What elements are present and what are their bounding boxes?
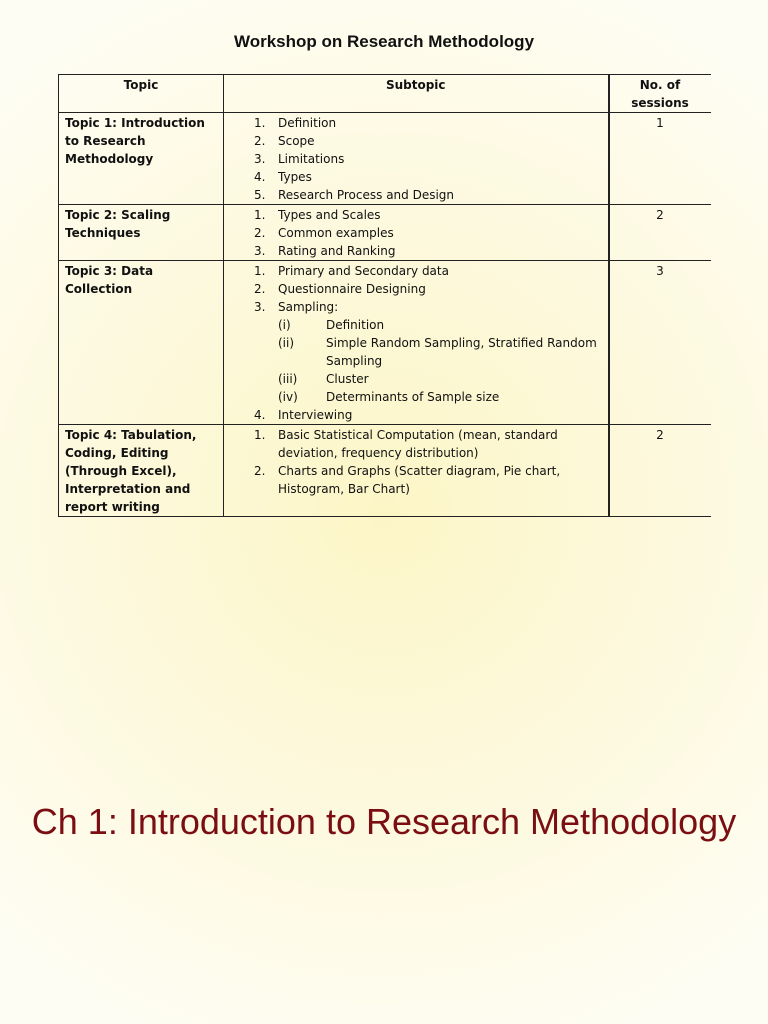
list-item xyxy=(278,334,602,370)
table-row xyxy=(59,425,711,517)
topic-cell: Topic 3: Data Collection xyxy=(59,261,224,425)
item-number: (i) xyxy=(278,318,291,332)
list-item xyxy=(230,224,602,242)
table-header-row xyxy=(59,75,711,113)
item-text: Types and Scales xyxy=(278,208,381,222)
sessions-cell: 2 xyxy=(609,205,711,261)
item-number: 1. xyxy=(254,428,266,442)
list-item xyxy=(230,280,602,298)
item-number: 1. xyxy=(254,208,266,222)
subtopic-cell xyxy=(224,261,609,425)
list-item xyxy=(230,426,602,462)
item-number: (iii) xyxy=(278,372,298,386)
topic-cell: Topic 1: Introduction to Research Methodology xyxy=(59,113,224,205)
list-item xyxy=(230,406,602,424)
sampling-label: Sampling: xyxy=(278,300,339,314)
item-text: Scope xyxy=(278,134,315,148)
sessions-cell: 2 xyxy=(609,425,711,517)
item-number: 1. xyxy=(254,116,266,130)
subtopic-cell xyxy=(224,205,609,261)
header-topic: Topic xyxy=(59,75,224,113)
subtopic-cell xyxy=(224,425,609,517)
item-text: Simple Random Sampling, Stratified Random Sampling xyxy=(326,336,597,368)
item-text: Limitations xyxy=(278,152,345,166)
item-text: Questionnaire Designing xyxy=(278,282,426,296)
subtopic-list xyxy=(230,426,602,498)
table-row xyxy=(59,261,711,425)
subtopic-list xyxy=(230,206,602,260)
item-number: 2. xyxy=(254,134,266,148)
list-item xyxy=(230,462,602,498)
sampling-sublist xyxy=(278,316,602,406)
list-item xyxy=(230,168,602,186)
item-number: 1. xyxy=(254,264,266,278)
item-text: Determinants of Sample size xyxy=(326,390,500,404)
chapter-heading: Ch 1: Introduction to Research Methodology xyxy=(31,801,737,842)
sessions-cell: 1 xyxy=(609,113,711,205)
header-subtopic: Subtopic xyxy=(224,75,609,113)
page-title: Workshop on Research Methodology xyxy=(233,32,535,51)
item-text: Research Process and Design xyxy=(278,188,455,202)
item-text xyxy=(278,298,602,406)
item-text: Interviewing xyxy=(278,408,353,422)
header-sessions: No. of sessions xyxy=(609,75,711,113)
item-text: Basic Statistical Computation (mean, standard deviation, frequency distribution) xyxy=(278,428,558,460)
list-item xyxy=(230,186,602,204)
item-text: Types xyxy=(278,170,312,184)
syllabus-table xyxy=(58,74,711,517)
subtopic-list xyxy=(230,262,602,424)
item-number: 2. xyxy=(254,464,266,478)
list-item xyxy=(278,388,602,406)
subtopic-cell xyxy=(224,113,609,205)
item-number: (iv) xyxy=(278,390,298,404)
item-number: 3. xyxy=(254,152,266,166)
item-number: 3. xyxy=(254,244,266,258)
sessions-cell: 3 xyxy=(609,261,711,425)
item-number: 4. xyxy=(254,408,266,422)
list-item xyxy=(230,132,602,150)
item-number: 4. xyxy=(254,170,266,184)
item-text: Charts and Graphs (Scatter diagram, Pie chart, Histogram, Bar Chart) xyxy=(278,464,561,496)
list-item xyxy=(230,262,602,280)
item-number: 2. xyxy=(254,282,266,296)
item-text: Primary and Secondary data xyxy=(278,264,449,278)
item-text: Definition xyxy=(326,318,385,332)
item-number: (ii) xyxy=(278,336,295,350)
item-number: 3. xyxy=(254,300,266,314)
list-item xyxy=(230,298,602,406)
list-item xyxy=(230,242,602,260)
table-row xyxy=(59,113,711,205)
table-row xyxy=(59,205,711,261)
item-text: Rating and Ranking xyxy=(278,244,396,258)
item-text: Cluster xyxy=(326,372,369,386)
list-item xyxy=(278,370,602,388)
list-item xyxy=(230,206,602,224)
item-number: 2. xyxy=(254,226,266,240)
item-number: 5. xyxy=(254,188,266,202)
item-text: Definition xyxy=(278,116,337,130)
subtopic-list xyxy=(230,114,602,204)
item-text: Common examples xyxy=(278,226,394,240)
list-item xyxy=(230,150,602,168)
topic-cell: Topic 2: Scaling Techniques xyxy=(59,205,224,261)
list-item xyxy=(278,316,602,334)
topic-cell: Topic 4: Tabulation, Coding, Editing (Through Excel), Interpretation and report writing xyxy=(59,425,224,517)
list-item xyxy=(230,114,602,132)
